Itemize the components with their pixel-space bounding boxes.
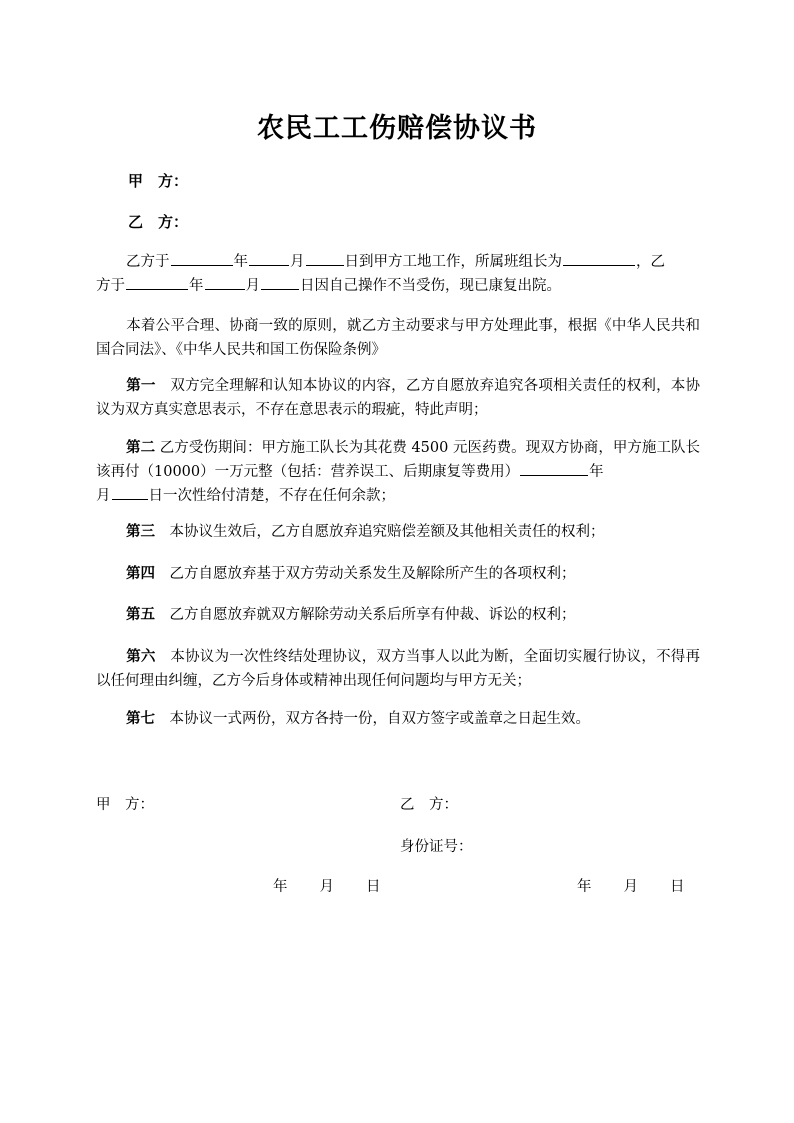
blank-field[interactable] [205, 275, 245, 290]
blank-field[interactable] [261, 275, 299, 290]
blank-field[interactable] [171, 251, 233, 266]
clause-1: 第一 双方完全理解和认知本协议的内容，乙方自愿放弃追究各项相关责任的权利，本协议为双方真实意思表示，不存在意思表示的瑕疵，特此声明； [96, 377, 700, 418]
blank-field[interactable] [249, 251, 289, 266]
party-b-label: 乙 方： [128, 213, 189, 231]
clause-7: 第七 本协议一式两份，双方各持一份，自双方签字或盖章之日起生效。 [126, 710, 590, 727]
document-title: 农民工工伤赔偿协议书 [257, 113, 537, 144]
blank-field[interactable] [520, 461, 588, 476]
clause-5: 第五 乙方自愿放弃就双方解除劳动关系后所享有仲裁、诉讼的权利； [126, 606, 576, 623]
principle-paragraph: 本着公平合理、协商一致的原则，就乙方主动要求与甲方处理此事，根据《中华人民共和国合同法》、《中华人民共和国工伤保险条例》 [96, 318, 700, 358]
signature-party-b: 乙 方： [400, 797, 458, 813]
signature-party-a: 甲 方： [96, 797, 154, 813]
party-a-label: 甲 方： [128, 172, 189, 190]
blank-field[interactable] [112, 485, 148, 500]
clause-4: 第四 乙方自愿放弃基于双方劳动关系发生及解除所产生的各项权利； [126, 565, 576, 582]
clause-6: 第六 本协议为一次性终结处理协议，双方当事人以此为断，全面切实履行协议，不得再以任何理由纠缠，乙方今后身体或精神出现任何问题均与甲方无关； [96, 648, 700, 689]
date-party-a: 年 月 日 [273, 879, 381, 895]
blank-field[interactable] [126, 275, 188, 290]
blank-field[interactable] [563, 251, 635, 266]
blank-field[interactable] [306, 251, 344, 266]
clause-3: 第三 本协议生效后，乙方自愿放弃追究赔偿差额及其他相关责任的权利； [126, 523, 605, 540]
signature-id-number: 身份证号： [400, 839, 473, 855]
clause-2: 第二 乙方受伤期间：甲方施工队长为其花费 4500 元医药费。现双方协商，甲方施工队长该再付（10000）一万元整（包括：营养误工、后期康复等费用） 年 月 日一次性给付清楚，不存在任何余款； [96, 439, 701, 504]
date-party-b: 年 月 日 [577, 879, 685, 895]
intro-paragraph: 乙方于 年 月 日到甲方工地工作，所属班组长为 ，乙 方于 年 月 日因自己操作不当受伤，现已康复出院。 [96, 250, 700, 298]
